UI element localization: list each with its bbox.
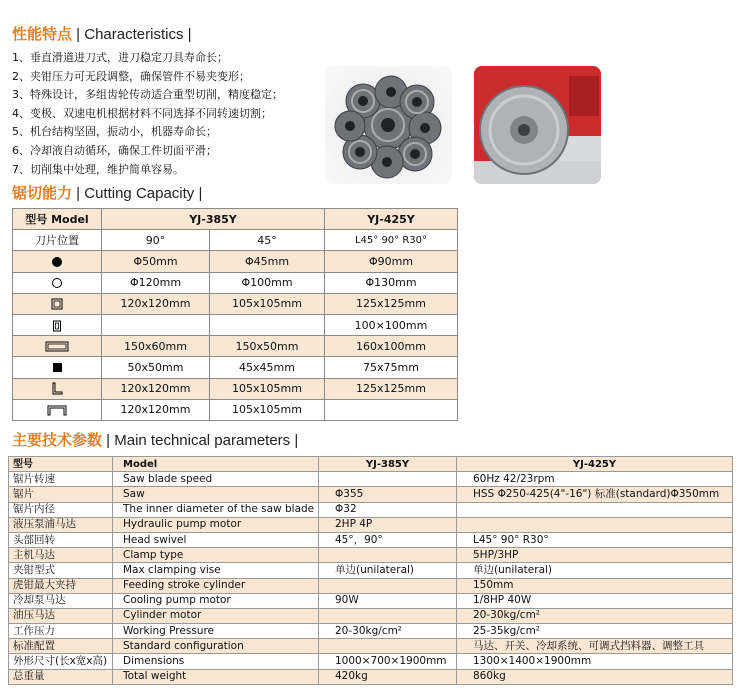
param-cn: 油压马达 [9, 608, 113, 623]
table-row [9, 487, 733, 502]
header-en: Model [113, 457, 319, 472]
capacity-header-m2: YJ-425Y [325, 209, 458, 230]
capacity-header-m1: YJ-385Y [102, 209, 325, 230]
param-cn: 标准配置 [9, 639, 113, 654]
characteristic-item: 3、特殊设计，多组齿轮传动适合重型切削，精度稳定； [12, 88, 283, 102]
table-cell [325, 399, 458, 420]
hollow-square-icon [13, 293, 102, 314]
param-en: Cooling pump motor [113, 593, 319, 608]
param-value-m1: 1000×700×1900mm [319, 654, 457, 669]
characteristic-item: 2、夹钳压力可无段调整，确保管件不易夹变形； [12, 69, 250, 83]
table-cell: L45° 90° R30° [325, 230, 458, 251]
table-cell: 125x125mm [325, 378, 458, 399]
characteristics-heading: 性能特点 | Characteristics | [12, 25, 192, 43]
param-en: The inner diameter of the saw blade [113, 502, 319, 517]
table-cell: 75x75mm [325, 357, 458, 378]
saw-blades-photo [325, 66, 452, 184]
position-label: 刀片位置 [13, 230, 102, 251]
param-en: Standard configuration [113, 639, 319, 654]
header-m1: YJ-385Y [319, 457, 457, 472]
table-cell: 100×100mm [325, 314, 458, 335]
param-en: Clamp type [113, 548, 319, 563]
param-value-m2: 860kg [457, 669, 733, 684]
capacity-title-en: Cutting Capacity [84, 185, 195, 202]
channel-icon [13, 399, 102, 420]
table-row [9, 532, 733, 547]
param-cn: 外形尺寸(长x宽x高) [9, 654, 113, 669]
param-en: Hydraulic pump motor [113, 517, 319, 532]
header-cn: 型号 [9, 457, 113, 472]
characteristics-title-en: Characteristics [84, 26, 184, 43]
param-value-m2: 5HP/3HP [457, 548, 733, 563]
param-value-m1 [319, 472, 457, 487]
param-cn: 主机马达 [9, 548, 113, 563]
param-value-m1: Φ32 [319, 502, 457, 517]
param-en: Working Pressure [113, 624, 319, 639]
filled-circle-icon [13, 251, 102, 272]
param-cn: 液压泵浦马达 [9, 517, 113, 532]
param-en: Cylinder motor [113, 608, 319, 623]
param-en: Feeding stroke cylinder [113, 578, 319, 593]
param-value-m1: Φ355 [319, 487, 457, 502]
param-value-m2: L45° 90° R30° [457, 532, 733, 547]
param-value-m1 [319, 578, 457, 593]
param-cn: 头部回转 [9, 532, 113, 547]
param-en: Head swivel [113, 532, 319, 547]
table-row [9, 593, 733, 608]
table-cell: 45x45mm [210, 357, 325, 378]
param-value-m2: 1300×1400×1900mm [457, 654, 733, 669]
characteristic-item: 6、冷却液自动循环，确保工件切面平滑； [12, 143, 217, 157]
table-row [13, 357, 458, 378]
param-value-m2 [457, 502, 733, 517]
table-cell: 105x105mm [210, 378, 325, 399]
param-en: Dimensions [113, 654, 319, 669]
param-value-m1 [319, 608, 457, 623]
param-value-m2: 150mm [457, 578, 733, 593]
param-value-m1: 2HP 4P [319, 517, 457, 532]
characteristic-item: 1、垂直滑道进刀式，进刀稳定刀具寿命长； [12, 51, 228, 64]
technical-header-row [9, 457, 733, 472]
param-cn: 总重量 [9, 669, 113, 684]
param-cn: 工作压力 [9, 624, 113, 639]
table-cell: Φ90mm [325, 251, 458, 272]
table-cell: 50x50mm [102, 357, 210, 378]
capacity-header-row [13, 209, 458, 230]
param-value-m2: 60Hz 42/23rpm [457, 472, 733, 487]
table-cell: Φ100mm [210, 272, 325, 293]
technical-heading: 主要技术参数 | Main technical parameters | [12, 431, 299, 449]
table-row [9, 517, 733, 532]
param-value-m1: 45°，90° [319, 532, 457, 547]
table-row [9, 669, 733, 684]
hollow-rect-tall-icon [13, 314, 102, 335]
capacity-heading: 锯切能力 | Cutting Capacity | [12, 184, 203, 202]
capacity-header-model: 型号 Model [13, 209, 102, 230]
param-value-m2: 马达、开关、冷却系统、可调式挡料器、调整工具 [457, 639, 733, 654]
table-cell: Φ50mm [102, 251, 210, 272]
param-cn: 虎钳最大夹持 [9, 578, 113, 593]
capacity-position-row [13, 230, 458, 251]
param-cn: 锯片内径 [9, 502, 113, 517]
param-value-m2: 20-30kg/cm² [457, 608, 733, 623]
table-row [13, 378, 458, 399]
table-row [9, 548, 733, 563]
param-value-m2: 25-35kg/cm² [457, 624, 733, 639]
hollow-circle-icon [13, 272, 102, 293]
table-cell: 150x60mm [102, 336, 210, 357]
characteristic-item: 4、变极、双速电机根据材料不同选择不同转速切割； [12, 106, 272, 120]
table-row [13, 272, 458, 293]
table-cell: 150x50mm [210, 336, 325, 357]
param-value-m1 [319, 548, 457, 563]
table-row [9, 563, 733, 578]
table-cell: 120x120mm [102, 399, 210, 420]
table-row [13, 251, 458, 272]
param-value-m1: 90W [319, 593, 457, 608]
table-cell: 120x120mm [102, 293, 210, 314]
table-row [13, 336, 458, 357]
hollow-rect-wide-icon [13, 336, 102, 357]
table-cell: 45° [210, 230, 325, 251]
param-value-m2: 1/8HP 40W [457, 593, 733, 608]
param-cn: 夹钳型式 [9, 563, 113, 578]
table-cell: 105x105mm [210, 399, 325, 420]
table-cell: 125x125mm [325, 293, 458, 314]
table-row [13, 314, 458, 335]
characteristic-item: 5、机台结构坚固，振动小，机器寿命长； [12, 125, 217, 139]
param-en: Saw blade speed [113, 472, 319, 487]
param-value-m2: HSS Φ250-425(4"-16") 标准(standard)Φ350mm [457, 487, 733, 502]
table-row [9, 624, 733, 639]
characteristic-item: 7、切削集中处理，维护简单容易。 [12, 162, 184, 176]
param-value-m2: 单边(unilateral) [457, 563, 733, 578]
cutting-capacity-table [12, 208, 458, 421]
technical-title-cn: 主要技术参数 [12, 431, 103, 449]
table-row [9, 578, 733, 593]
table-row [9, 654, 733, 669]
table-row [13, 293, 458, 314]
table-row [9, 502, 733, 517]
table-cell: 120x120mm [102, 378, 210, 399]
characteristics-title-cn: 性能特点 [12, 25, 73, 43]
table-cell: 105x105mm [210, 293, 325, 314]
angle-iron-icon [13, 378, 102, 399]
saw-machine-photo [474, 66, 601, 184]
table-row [9, 472, 733, 487]
table-cell: 160x100mm [325, 336, 458, 357]
param-cn: 锯片 [9, 487, 113, 502]
table-cell [102, 314, 210, 335]
table-cell: Φ45mm [210, 251, 325, 272]
param-value-m1: 20-30kg/cm² [319, 624, 457, 639]
table-cell: Φ130mm [325, 272, 458, 293]
param-value-m1: 单边(unilateral) [319, 563, 457, 578]
param-value-m1 [319, 639, 457, 654]
filled-square-icon [13, 357, 102, 378]
table-row [9, 639, 733, 654]
table-row [13, 399, 458, 420]
param-cn: 冷却泵马达 [9, 593, 113, 608]
table-cell: 90° [102, 230, 210, 251]
param-value-m1: 420kg [319, 669, 457, 684]
capacity-title-cn: 锯切能力 [12, 184, 73, 202]
table-cell: Φ120mm [102, 272, 210, 293]
param-en: Total weight [113, 669, 319, 684]
table-row [9, 608, 733, 623]
header-m2: YJ-425Y [457, 457, 733, 472]
param-en: Max clamping vise [113, 563, 319, 578]
characteristics-list [12, 49, 322, 179]
param-en: Saw [113, 487, 319, 502]
technical-title-en: Main technical parameters [114, 432, 291, 449]
technical-parameters-table [8, 456, 733, 685]
param-cn: 锯片转速 [9, 472, 113, 487]
table-cell [210, 314, 325, 335]
param-value-m2 [457, 517, 733, 532]
